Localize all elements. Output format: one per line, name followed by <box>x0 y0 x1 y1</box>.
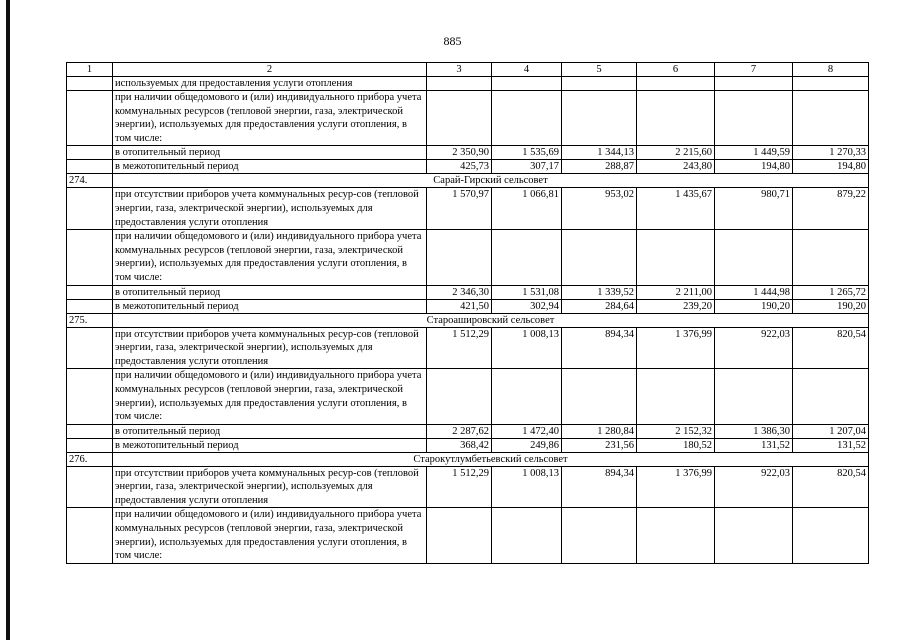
value-cell: 2 215,60 <box>637 146 715 160</box>
row-description: в межотопительный период <box>113 438 427 452</box>
value-cell: 1 376,99 <box>637 327 715 369</box>
section-number: 276. <box>67 452 113 466</box>
section-title: Старокутлумбетьевский сельсовет <box>113 452 869 466</box>
table-row <box>67 327 869 369</box>
value-cell: 1 008,13 <box>492 327 562 369</box>
table-row <box>67 91 869 146</box>
column-header: 3 <box>427 63 492 77</box>
table-body <box>67 77 869 564</box>
value-cell: 1 339,52 <box>562 285 637 299</box>
value-cell: 1 270,33 <box>793 146 869 160</box>
value-cell: 1 449,59 <box>715 146 793 160</box>
value-cell <box>715 369 793 424</box>
value-cell <box>715 230 793 285</box>
row-description: при отсутствии приборов учета коммунальных ресур-сов (тепловой энергии, газа, электрической энергии), используемых для предоставления услуги отопления <box>113 466 427 508</box>
value-cell <box>793 91 869 146</box>
value-cell: 2 350,90 <box>427 146 492 160</box>
value-cell: 879,22 <box>793 188 869 230</box>
table-row <box>67 369 869 424</box>
value-cell: 1 570,97 <box>427 188 492 230</box>
value-cell <box>715 91 793 146</box>
value-cell <box>637 508 715 563</box>
row-description: используемых для предоставления услуги отопления <box>113 77 427 91</box>
value-cell: 980,71 <box>715 188 793 230</box>
value-cell: 1 376,99 <box>637 466 715 508</box>
row-description: в межотопительный период <box>113 299 427 313</box>
column-header: 1 <box>67 63 113 77</box>
value-cell <box>492 508 562 563</box>
page-number: 885 <box>443 34 462 48</box>
value-cell: 1 435,67 <box>637 188 715 230</box>
value-cell <box>427 77 492 91</box>
section-row <box>67 174 869 188</box>
value-cell: 1 512,29 <box>427 327 492 369</box>
row-description: при отсутствии приборов учета коммунальных ресур-сов (тепловой энергии, газа, электрической энергии), используемых для предоставления услуги отопления <box>113 327 427 369</box>
value-cell <box>562 508 637 563</box>
value-cell: 302,94 <box>492 299 562 313</box>
value-cell: 820,54 <box>793 466 869 508</box>
table-row <box>67 77 869 91</box>
binding-edge <box>6 0 10 640</box>
value-cell: 194,80 <box>715 160 793 174</box>
section-number: 274. <box>67 174 113 188</box>
value-cell: 894,34 <box>562 466 637 508</box>
value-cell: 425,73 <box>427 160 492 174</box>
row-number-cell <box>67 285 113 299</box>
value-cell: 1 535,69 <box>492 146 562 160</box>
row-description: в отопительный период <box>113 146 427 160</box>
table-row <box>67 188 869 230</box>
value-cell: 249,86 <box>492 438 562 452</box>
value-cell <box>715 508 793 563</box>
table-row <box>67 438 869 452</box>
row-number-cell <box>67 424 113 438</box>
section-row <box>67 313 869 327</box>
value-cell <box>637 369 715 424</box>
value-cell: 894,34 <box>562 327 637 369</box>
value-cell: 922,03 <box>715 466 793 508</box>
value-cell <box>637 230 715 285</box>
section-row <box>67 452 869 466</box>
value-cell <box>562 369 637 424</box>
tariff-table <box>66 62 869 564</box>
row-description: при наличии общедомового и (или) индивидуального прибора учета коммунальных ресурсов (тепловой энергии, газа, электрической энергии), используемых для предоставления услуги отопления, в том числе: <box>113 230 427 285</box>
column-number-row <box>67 63 869 77</box>
value-cell: 820,54 <box>793 327 869 369</box>
value-cell: 284,64 <box>562 299 637 313</box>
value-cell: 1 344,13 <box>562 146 637 160</box>
value-cell <box>492 369 562 424</box>
value-cell: 922,03 <box>715 327 793 369</box>
value-cell: 1 512,29 <box>427 466 492 508</box>
value-cell: 1 066,81 <box>492 188 562 230</box>
row-description: при наличии общедомового и (или) индивидуального прибора учета коммунальных ресурсов (тепловой энергии, газа, электрической энергии), используемых для предоставления услуги отопления, в том числе: <box>113 508 427 563</box>
row-number-cell <box>67 188 113 230</box>
value-cell: 194,80 <box>793 160 869 174</box>
value-cell: 368,42 <box>427 438 492 452</box>
section-title: Сарай-Гирский сельсовет <box>113 174 869 188</box>
value-cell: 1 008,13 <box>492 466 562 508</box>
value-cell <box>562 230 637 285</box>
row-number-cell <box>67 299 113 313</box>
value-cell: 1 265,72 <box>793 285 869 299</box>
value-cell: 131,52 <box>793 438 869 452</box>
column-header: 2 <box>113 63 427 77</box>
table-row <box>67 299 869 313</box>
value-cell <box>793 508 869 563</box>
value-cell: 1 472,40 <box>492 424 562 438</box>
row-description: в межотопительный период <box>113 160 427 174</box>
value-cell: 2 211,00 <box>637 285 715 299</box>
row-description: в отопительный период <box>113 285 427 299</box>
table-row <box>67 285 869 299</box>
column-header: 5 <box>562 63 637 77</box>
value-cell: 421,50 <box>427 299 492 313</box>
value-cell: 190,20 <box>793 299 869 313</box>
section-title: Староашировский сельсовет <box>113 313 869 327</box>
value-cell: 2 346,30 <box>427 285 492 299</box>
row-description: при наличии общедомового и (или) индивидуального прибора учета коммунальных ресурсов (тепловой энергии, газа, электрической энергии), используемых для предоставления услуги отопления, в том числе: <box>113 369 427 424</box>
value-cell: 2 287,62 <box>427 424 492 438</box>
value-cell: 243,80 <box>637 160 715 174</box>
value-cell <box>637 77 715 91</box>
value-cell <box>793 230 869 285</box>
column-header: 8 <box>793 63 869 77</box>
row-number-cell <box>67 146 113 160</box>
table-row <box>67 508 869 563</box>
row-number-cell <box>67 508 113 563</box>
value-cell <box>427 230 492 285</box>
table-row <box>67 146 869 160</box>
value-cell: 307,17 <box>492 160 562 174</box>
value-cell: 180,52 <box>637 438 715 452</box>
row-number-cell <box>67 327 113 369</box>
value-cell <box>427 369 492 424</box>
table-row <box>67 230 869 285</box>
value-cell: 2 152,32 <box>637 424 715 438</box>
section-number: 275. <box>67 313 113 327</box>
row-number-cell <box>67 230 113 285</box>
value-cell: 1 444,98 <box>715 285 793 299</box>
row-number-cell <box>67 77 113 91</box>
row-number-cell <box>67 466 113 508</box>
value-cell <box>492 230 562 285</box>
value-cell <box>427 91 492 146</box>
row-number-cell <box>67 160 113 174</box>
value-cell: 190,20 <box>715 299 793 313</box>
row-description: при отсутствии приборов учета коммунальных ресур-сов (тепловой энергии, газа, электрической энергии), используемых для предоставления услуги отопления <box>113 188 427 230</box>
column-header: 7 <box>715 63 793 77</box>
table-row <box>67 424 869 438</box>
value-cell <box>492 77 562 91</box>
value-cell <box>492 91 562 146</box>
column-header: 6 <box>637 63 715 77</box>
value-cell <box>427 508 492 563</box>
value-cell: 1 280,84 <box>562 424 637 438</box>
table-row <box>67 466 869 508</box>
value-cell: 131,52 <box>715 438 793 452</box>
row-number-cell <box>67 91 113 146</box>
value-cell <box>793 369 869 424</box>
row-description: при наличии общедомового и (или) индивидуального прибора учета коммунальных ресурсов (тепловой энергии, газа, электрической энергии), используемых для предоставления услуги отопления, в том числе: <box>113 91 427 146</box>
value-cell <box>715 77 793 91</box>
value-cell: 1 386,30 <box>715 424 793 438</box>
value-cell: 953,02 <box>562 188 637 230</box>
row-number-cell <box>67 438 113 452</box>
column-header: 4 <box>492 63 562 77</box>
table-row <box>67 160 869 174</box>
value-cell <box>793 77 869 91</box>
value-cell: 1 531,08 <box>492 285 562 299</box>
row-description: в отопительный период <box>113 424 427 438</box>
value-cell: 1 207,04 <box>793 424 869 438</box>
value-cell <box>637 91 715 146</box>
value-cell <box>562 77 637 91</box>
value-cell <box>562 91 637 146</box>
value-cell: 239,20 <box>637 299 715 313</box>
value-cell: 231,56 <box>562 438 637 452</box>
row-number-cell <box>67 369 113 424</box>
value-cell: 288,87 <box>562 160 637 174</box>
